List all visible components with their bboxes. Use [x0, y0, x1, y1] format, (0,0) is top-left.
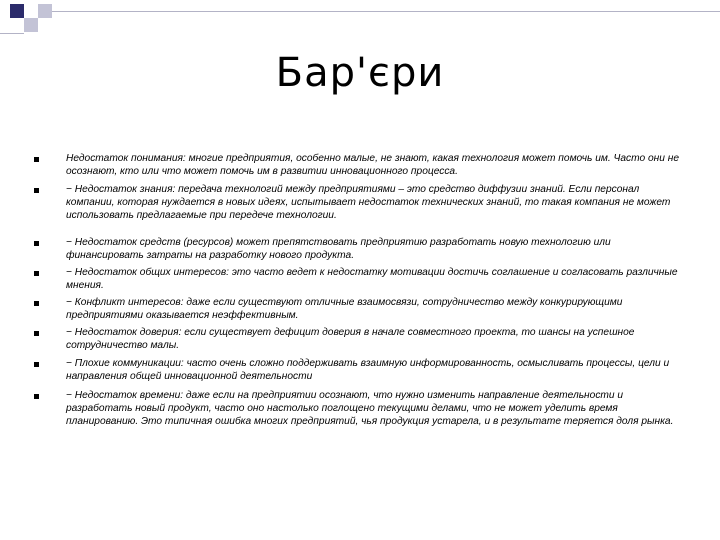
list-item-text: − Недостаток знания: передача технологий между предприятиями – это средство диффузии знаний. Если персонал компании, которая нуждается в новых идеях, испытывает недостаток технических знаний, то такая компания не может использовать предлагаемые при передече технологии. — [66, 184, 671, 222]
list-item — [34, 357, 684, 383]
decor-square-light — [38, 4, 52, 18]
slide-title: Бар'єри — [275, 50, 445, 96]
list-item-text: − Недостаток общих интересов: это часто ведет к недостатку мотивации достичь соглашение и согласовать различные мнения. — [66, 267, 678, 292]
decor-line — [0, 33, 24, 34]
bullet-icon — [34, 241, 39, 246]
decorative-header — [0, 0, 720, 40]
decor-square-light — [24, 18, 38, 32]
bullet-icon — [34, 362, 39, 367]
list-item-text: − Плохие коммуникации: часто очень сложно поддерживать взаимную информированность, осмысливать процессы, цели и направления общей инновационной деятельности — [66, 358, 670, 383]
list-item — [34, 389, 684, 429]
list-item — [34, 183, 684, 223]
list-item — [34, 326, 684, 352]
list-item-text: − Недостаток средств (ресурсов) может препятствовать предприятию разработать новую технологию или финансировать затраты на разработку нового продукта. — [66, 237, 611, 262]
list-item-text: − Недостаток времени: даже если на предприятии осознают, что нужно изменить направление деятельности и разработать новый продукт, часто оно настолько поглощено текущими делами, что не может уделить время планированию. Это типичная ошибка многих предприятий, чья продукция устарела, и в результате теряется доля рынка. — [66, 390, 674, 428]
list-item-text: − Недостаток доверия: если существует дефицит доверия в начале совместного проекта, то шансы на успешное сотрудничество малы. — [66, 327, 635, 352]
decor-line — [52, 11, 720, 12]
list-item-text: Недостаток понимания: многие предприятия, особенно малые, не знают, какая технология может помочь им. Часто они не осознают, кто или что может помочь им в развитии инновационного процесса. — [66, 153, 680, 178]
bullet-icon — [34, 301, 39, 306]
list-item — [34, 236, 684, 262]
list-item-text: − Конфликт интересов: даже если существуют отличные взаимосвязи, сотрудничество между конкурирующими предприятиями оказывается неэффективным. — [66, 297, 623, 322]
bullet-icon — [34, 331, 39, 336]
list-item — [34, 296, 684, 322]
bullet-icon — [34, 394, 39, 399]
bullet-icon — [34, 271, 39, 276]
decor-square-dark — [10, 4, 24, 18]
bullet-icon — [34, 188, 39, 193]
bullet-icon — [34, 157, 39, 162]
decor-square-dark — [24, 4, 30, 10]
list-item — [34, 266, 684, 292]
list-item — [34, 152, 684, 178]
